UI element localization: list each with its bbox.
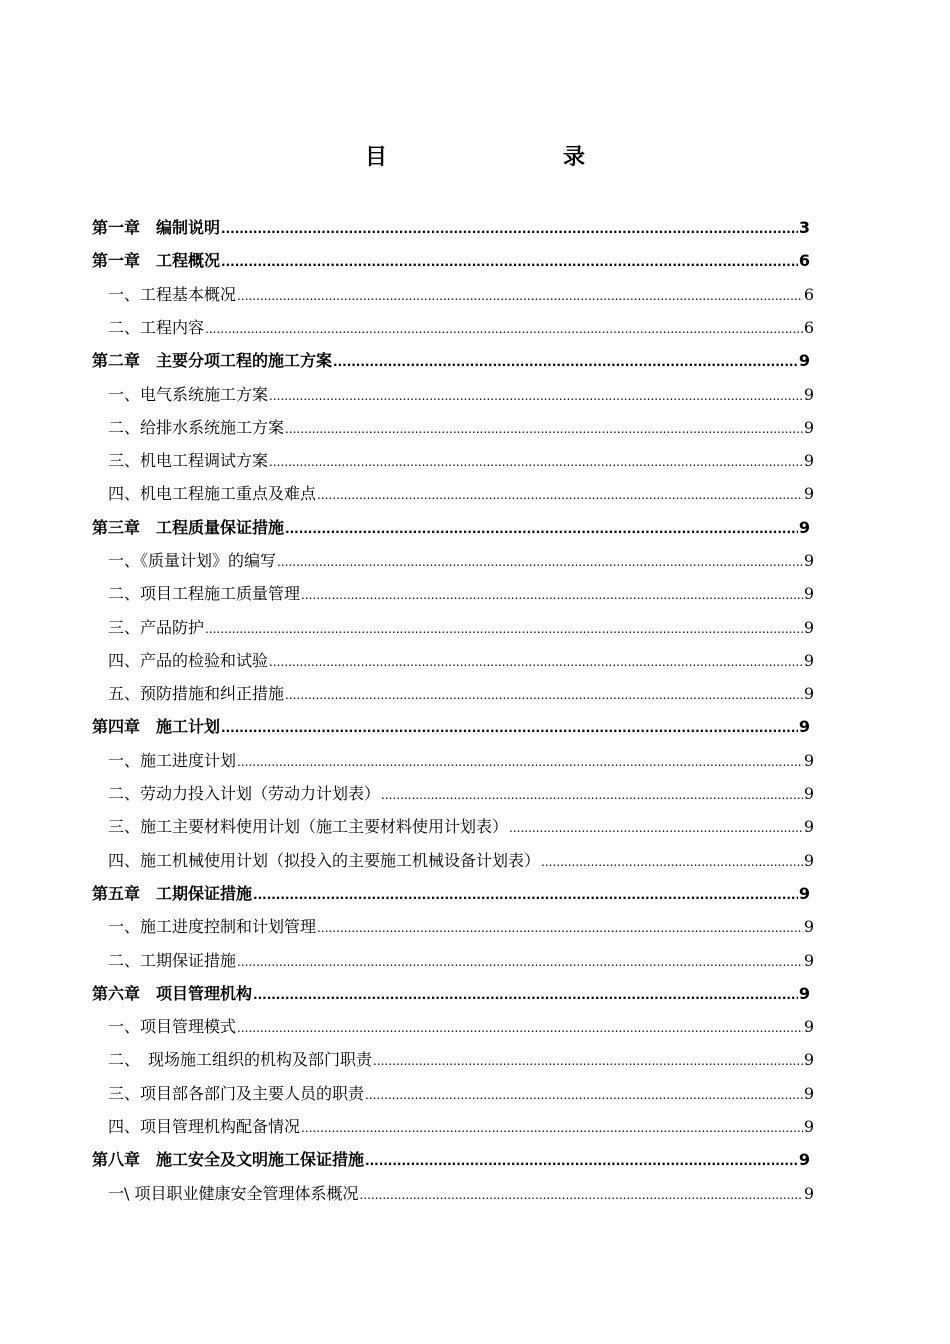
toc-dot-leader (285, 416, 803, 442)
toc-entry-label: 三、产品防护 (108, 618, 205, 637)
toc-section-entry[interactable] (108, 948, 814, 974)
toc-chapter-entry[interactable] (92, 515, 810, 541)
toc-page-number: 6 (803, 318, 814, 337)
toc-section-entry[interactable] (108, 648, 814, 674)
toc-page-number: 9 (803, 584, 814, 603)
toc-chapter-entry[interactable] (92, 881, 810, 907)
toc-section-entry[interactable] (108, 415, 814, 441)
toc-page-number: 9 (803, 385, 814, 404)
toc-section-entry[interactable] (108, 615, 814, 641)
toc-page-number: 9 (803, 451, 814, 470)
toc-entry-label: 四、机电工程施工重点及难点 (108, 484, 317, 503)
toc-dot-leader (221, 715, 798, 741)
toc-dot-leader (237, 749, 803, 775)
toc-entry-label: 四、项目管理机构配备情况 (108, 1117, 301, 1136)
toc-dot-leader (269, 449, 803, 475)
toc-entry-label: 一、项目管理模式 (108, 1017, 237, 1036)
toc-entry-label: 一、《质量计划》的编写 (108, 551, 277, 570)
toc-page-number: 9 (803, 1184, 814, 1203)
toc-section-entry[interactable] (108, 481, 814, 507)
toc-section-entry[interactable] (108, 1114, 814, 1140)
toc-section-entry[interactable] (108, 548, 814, 574)
toc-dot-leader (301, 582, 803, 608)
toc-page-number: 9 (798, 1150, 810, 1169)
toc-chapter-entry[interactable] (92, 348, 810, 374)
toc-dot-leader (277, 549, 803, 575)
toc-dot-leader (301, 1115, 803, 1141)
toc-entry-label: 二、工程内容 (108, 318, 205, 337)
toc-dot-leader (285, 682, 803, 708)
toc-page-number: 3 (798, 218, 810, 237)
toc-dot-leader (381, 782, 803, 808)
toc-entry-label: 第五章 工期保证措施 (92, 884, 253, 903)
toc-section-entry[interactable] (108, 581, 814, 607)
toc-dot-leader (237, 1015, 803, 1041)
toc-page-number: 9 (798, 351, 810, 370)
toc-dot-leader (365, 1082, 803, 1108)
toc-dot-leader (285, 516, 798, 542)
toc-page-number: 9 (803, 651, 814, 670)
toc-section-entry[interactable] (108, 1181, 814, 1207)
toc-entry-label: 二、给排水系统施工方案 (108, 418, 285, 437)
toc-dot-leader (221, 216, 798, 242)
toc-entry-label: 二、项目工程施工质量管理 (108, 584, 301, 603)
toc-entry-label: 二、工期保证措施 (108, 951, 237, 970)
toc-section-entry[interactable] (108, 1047, 814, 1073)
toc-section-entry[interactable] (108, 681, 814, 707)
toc-dot-leader (333, 349, 798, 375)
toc-section-entry[interactable] (108, 848, 814, 874)
toc-page-number: 9 (803, 1050, 814, 1069)
toc-chapter-entry[interactable] (92, 981, 810, 1007)
toc-page-number: 9 (803, 751, 814, 770)
toc-page-number: 6 (803, 285, 814, 304)
toc-page-number: 9 (803, 551, 814, 570)
toc-entry-label: 二、 现场施工组织的机构及部门职责 (108, 1050, 373, 1069)
toc-entry-label: 一、工程基本概况 (108, 285, 237, 304)
toc-section-entry[interactable] (108, 814, 814, 840)
toc-page-number: 9 (803, 1117, 814, 1136)
toc-page-number: 9 (803, 484, 814, 503)
page-title: 目 录 (364, 145, 629, 170)
toc-page-number: 9 (803, 851, 814, 870)
toc-entry-label: 第三章 工程质量保证措施 (92, 518, 285, 537)
toc-dot-leader (509, 815, 803, 841)
toc-dot-leader (269, 383, 803, 409)
toc-page-number: 9 (803, 1017, 814, 1036)
toc-chapter-entry[interactable] (92, 215, 810, 241)
toc-page-number: 9 (798, 984, 810, 1003)
toc-entry-label: 第二章 主要分项工程的施工方案 (92, 351, 333, 370)
toc-page-number: 9 (803, 817, 814, 836)
toc-section-entry[interactable] (108, 282, 814, 308)
toc-dot-leader (237, 283, 803, 309)
toc-entry-label: 第一章 工程概况 (92, 251, 221, 270)
toc-page-number: 9 (803, 917, 814, 936)
toc-dot-leader (317, 915, 803, 941)
toc-page-number: 9 (803, 418, 814, 437)
toc-entry-label: 第四章 施工计划 (92, 717, 221, 736)
toc-page-number: 9 (803, 784, 814, 803)
toc-entry-label: 二、劳动力投入计划（劳动力计划表） (108, 784, 381, 803)
toc-section-entry[interactable] (108, 382, 814, 408)
toc-entry-label: 三、施工主要材料使用计划（施工主要材料使用计划表） (108, 817, 509, 836)
toc-entry-label: 一、施工进度计划 (108, 751, 237, 770)
toc-dot-leader (221, 249, 798, 275)
toc-page-number: 9 (798, 717, 810, 736)
toc-section-entry[interactable] (108, 1081, 814, 1107)
toc-entry-label: 五、预防措施和纠正措施 (108, 684, 285, 703)
toc-dot-leader (317, 482, 803, 508)
toc-entry-label: 第八章 施工安全及文明施工保证措施 (92, 1150, 365, 1169)
toc-dot-leader (541, 849, 803, 875)
toc-dot-leader (365, 1148, 798, 1174)
toc-chapter-entry[interactable] (92, 1147, 810, 1173)
toc-entry-label: 四、产品的检验和试验 (108, 651, 269, 670)
toc-dot-leader (253, 982, 798, 1008)
toc-entry-label: 一、电气系统施工方案 (108, 385, 269, 404)
toc-entry-label: 第一章 编制说明 (92, 218, 221, 237)
toc-page-number: 9 (803, 684, 814, 703)
toc-page-number: 9 (803, 951, 814, 970)
toc-page-number: 9 (803, 618, 814, 637)
toc-section-entry[interactable] (108, 315, 814, 341)
toc-page-number: 9 (803, 1084, 814, 1103)
toc-page-number: 9 (798, 518, 810, 537)
toc-entry-label: 一、施工进度控制和计划管理 (108, 917, 317, 936)
toc-page-number: 6 (798, 251, 810, 270)
toc-entry-label: 三、项目部各部门及主要人员的职责 (108, 1084, 365, 1103)
toc-section-entry[interactable] (108, 448, 814, 474)
toc-section-entry[interactable] (108, 748, 814, 774)
toc-dot-leader (269, 649, 803, 675)
toc-section-entry[interactable] (108, 1014, 814, 1040)
toc-section-entry[interactable] (108, 914, 814, 940)
toc-entry-label: 第六章 项目管理机构 (92, 984, 253, 1003)
toc-dot-leader (237, 949, 803, 975)
toc-entry-label: 四、施工机械使用计划（拟投入的主要施工机械设备计划表） (108, 851, 541, 870)
toc-page-number: 9 (798, 884, 810, 903)
toc-dot-leader (373, 1048, 803, 1074)
toc-dot-leader (205, 616, 803, 642)
toc-entry-label: 一\ 项目职业健康安全管理体系概况 (108, 1184, 359, 1203)
toc-chapter-entry[interactable] (92, 714, 810, 740)
toc-chapter-entry[interactable] (92, 248, 810, 274)
toc-dot-leader (253, 882, 798, 908)
toc-dot-leader (359, 1182, 802, 1208)
toc-dot-leader (205, 316, 803, 342)
toc-section-entry[interactable] (108, 781, 814, 807)
toc-entry-label: 三、机电工程调试方案 (108, 451, 269, 470)
